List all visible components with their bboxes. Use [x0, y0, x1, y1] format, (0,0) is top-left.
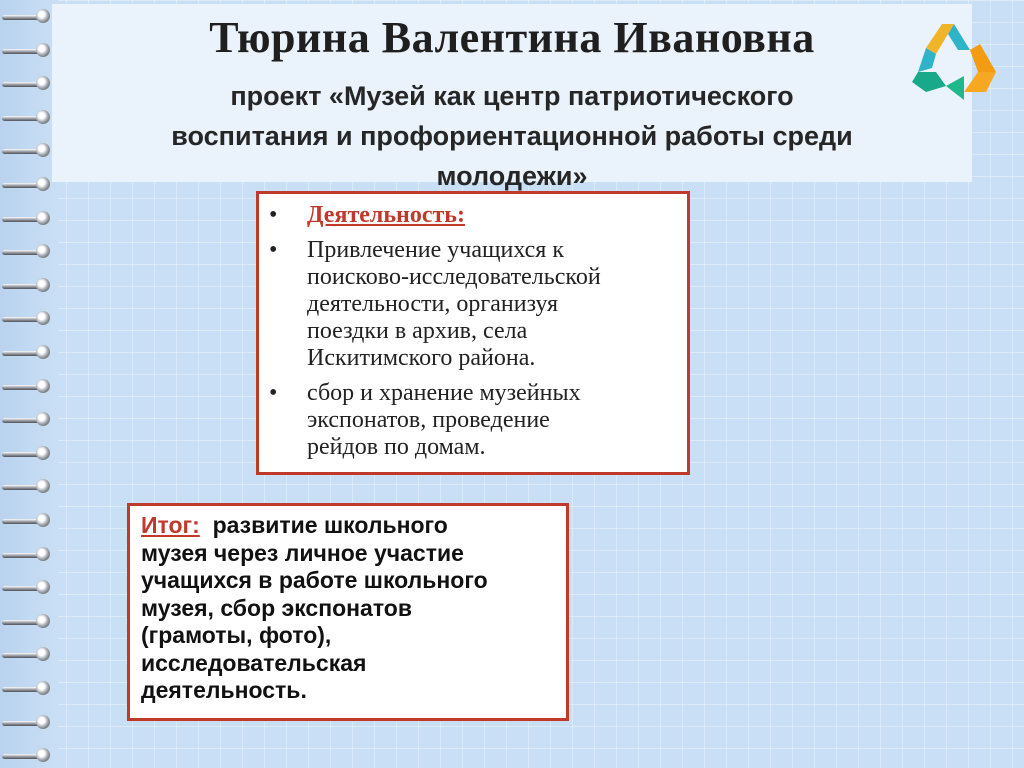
list-item: [269, 380, 679, 461]
text-line: музея через личное участие: [141, 539, 464, 566]
bullet-icon: •: [269, 237, 278, 263]
notebook-spiral-binding: [0, 0, 58, 768]
bullet-icon: •: [269, 380, 278, 406]
bullet-icon: •: [269, 202, 278, 228]
spiral-ring: [2, 308, 52, 330]
spiral-ring: [2, 174, 52, 196]
spiral-ring: [2, 275, 52, 297]
text-line: деятельности, организуя: [307, 291, 558, 317]
activity-heading-item: [269, 202, 679, 229]
spiral-ring: [2, 644, 52, 666]
text-line: деятельность.: [141, 677, 307, 703]
text-line: музея, сбор экспонатов: [141, 594, 412, 621]
text-line: сбор и хранение музейных: [307, 380, 581, 406]
spiral-ring: [2, 342, 52, 364]
spiral-ring: [2, 443, 52, 465]
text-line: Привлечение учащихся к: [307, 237, 564, 263]
list-item: [269, 237, 679, 372]
spiral-ring: [2, 376, 52, 398]
text-line: учащихся в работе школьного: [141, 567, 488, 593]
spiral-ring: [2, 745, 52, 767]
spiral-ring: [2, 476, 52, 498]
activity-heading: Деятельность:: [307, 202, 465, 228]
subtitle-line: молодежи»: [436, 161, 588, 191]
text-line: развитие школьного: [212, 512, 448, 538]
spiral-ring: [2, 140, 52, 162]
spiral-ring: [2, 577, 52, 599]
spiral-ring: [2, 409, 52, 431]
result-label: Итог:: [141, 512, 200, 538]
result-card: [127, 503, 569, 721]
page-title: Тюрина Валентина Ивановна: [209, 13, 815, 62]
text-line: рейдов по домам.: [307, 434, 486, 460]
spiral-ring: [2, 510, 52, 532]
spiral-ring: [2, 611, 52, 633]
spiral-ring: [2, 544, 52, 566]
spiral-ring: [2, 40, 52, 62]
subtitle-line: воспитания и профориентационной работы среди: [171, 121, 853, 151]
activity-card: [256, 191, 690, 475]
text-line: (грамоты, фото),: [141, 622, 332, 648]
spiral-ring: [2, 73, 52, 95]
text-line: исследовательская: [141, 649, 367, 676]
spiral-ring: [2, 712, 52, 734]
subtitle-line: проект «Музей как центр патриотического: [230, 81, 794, 111]
text-line: поисково-исследовательской: [307, 264, 601, 290]
activity-list: [259, 194, 687, 461]
spiral-ring: [2, 241, 52, 263]
text-line: экспонатов, проведение: [307, 407, 550, 433]
text-line: Искитимского района.: [307, 345, 536, 371]
spiral-ring: [2, 678, 52, 700]
recycle-icon: [908, 20, 1000, 102]
project-subtitle: [72, 76, 952, 196]
text-line: поездки в архив, села: [307, 318, 528, 344]
spiral-ring: [2, 6, 52, 28]
spiral-ring: [2, 107, 52, 129]
spiral-ring: [2, 208, 52, 230]
